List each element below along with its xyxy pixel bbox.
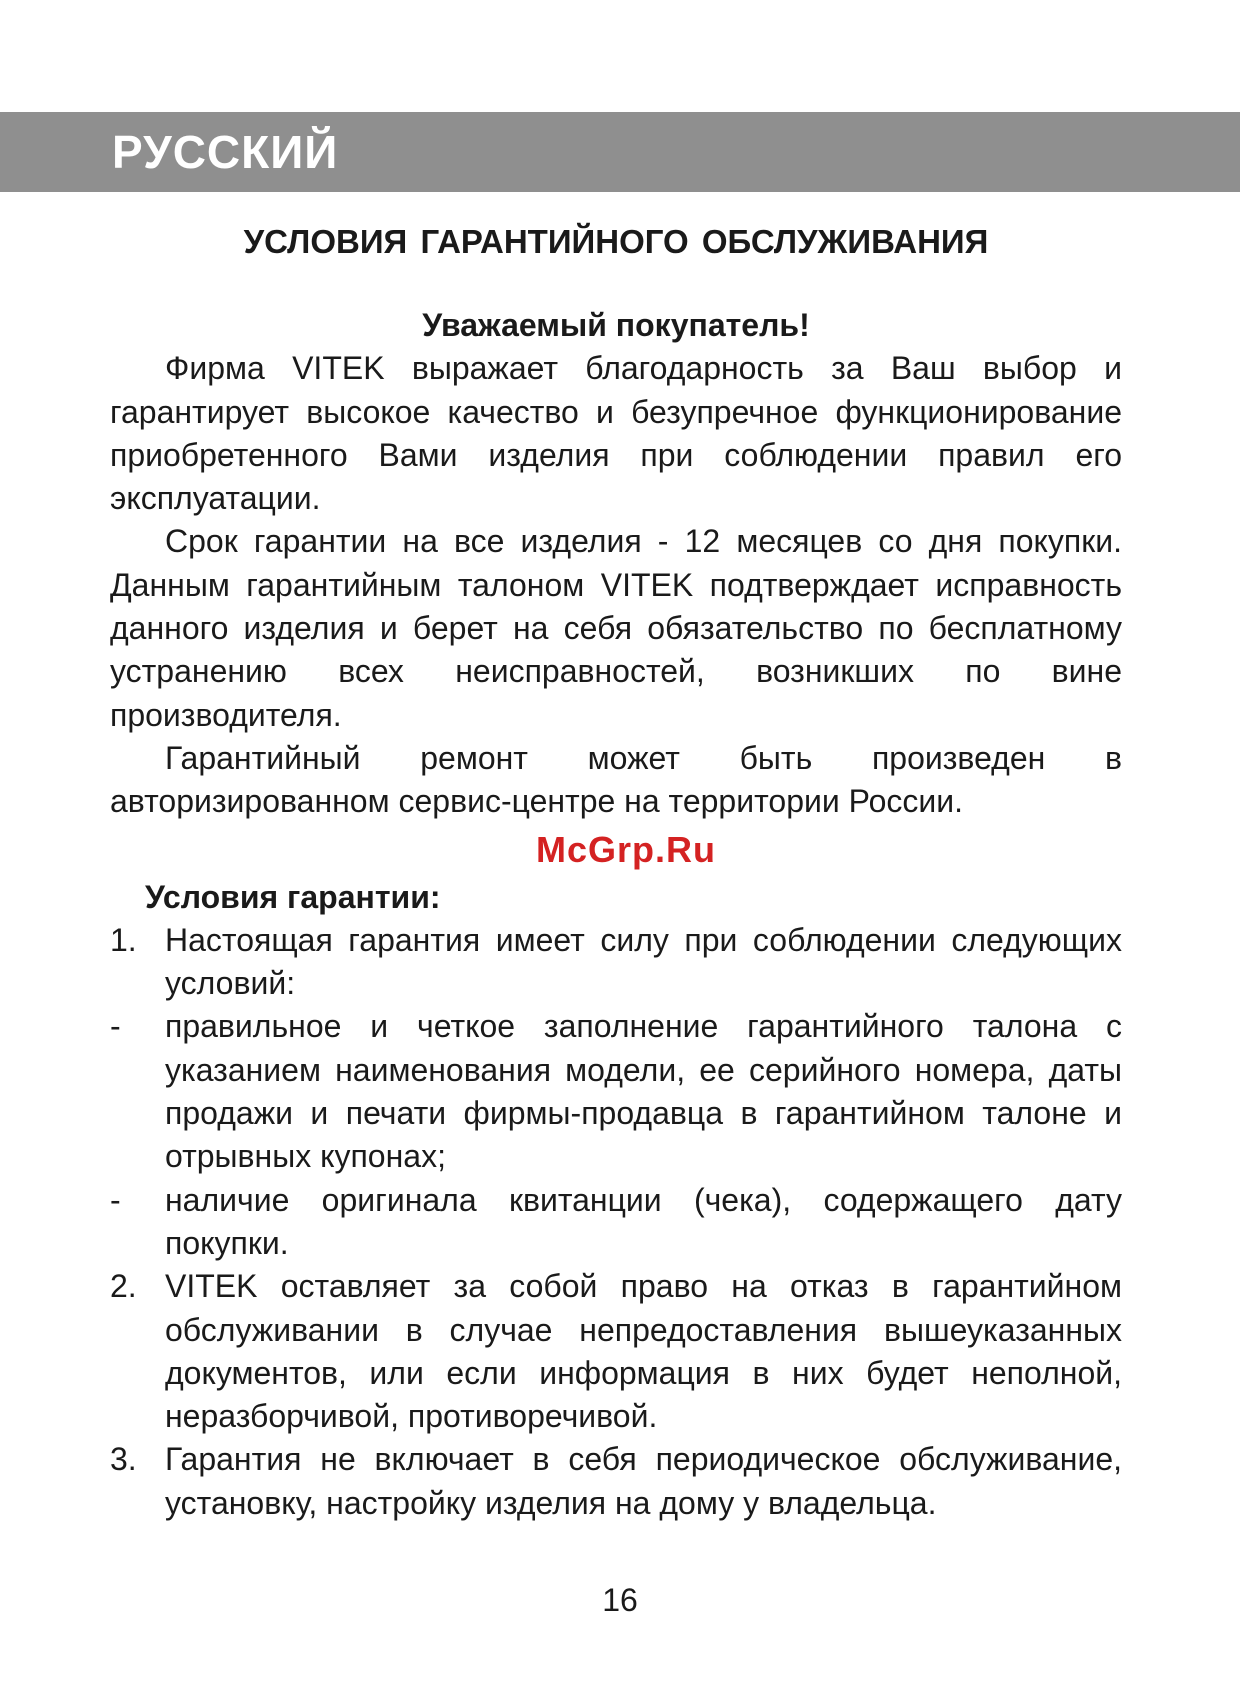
list-marker: 1. — [110, 921, 137, 958]
list-item — [110, 1179, 1122, 1266]
list-marker: 2. — [110, 1268, 137, 1305]
language-label: РУССКИЙ — [112, 126, 339, 178]
list-item — [110, 919, 1122, 1006]
list-item-text: наличие оригинала квитанции (чека), содержащего дату покупки. — [165, 1181, 1122, 1261]
list-marker: 3. — [110, 1441, 137, 1478]
watermark-logo: McGrp.Ru — [535, 828, 716, 870]
list-item-text: VITEK оставляет за собой право на отказ в гарантийном обслуживании в случае непредоставления вышеуказанных документов, или если информация в них будет неполной, неразборчивой, противоречивой. — [165, 1268, 1122, 1435]
page-number: 16 — [602, 1582, 638, 1618]
document-body — [110, 220, 1122, 1525]
document-title: УСЛОВИЯ ГАРАНТИЙНОГО ОБСЛУЖИВАНИЯ — [243, 223, 989, 260]
list-item — [110, 1438, 1122, 1525]
list-item — [110, 1005, 1122, 1178]
list-item-text: Настоящая гарантия имеет силу при соблюдении следующих условий: — [165, 921, 1122, 1002]
list-marker: - — [110, 1008, 121, 1045]
greeting: Уважаемый покупатель! — [422, 307, 810, 343]
conditions-heading: Условия гарантии: — [145, 878, 441, 915]
list-item-text: правильное и четкое заполнение гарантийного талона с указанием наименования модели, ее серийного номера, даты продажи и печати фирмы-продавца в гарантийном талоне и отрывных купонах; — [165, 1008, 1122, 1175]
list-item-text: Гарантия не включает в себя периодическое обслуживание, установку, настройку изделия на дому у владельца. — [165, 1441, 1122, 1521]
paragraph-thanks: Фирма VITEK выражает благодарность за Ваш выбор и гарантирует высокое качество и безупречное функционирование приобретенного Вами изделия при соблюдении правил его эксплуатации. — [110, 350, 1122, 517]
paragraph-repair-location: Гарантийный ремонт может быть произведен в авторизированном сервис-центре на территории России. — [110, 739, 1122, 820]
language-header-bar — [0, 112, 1240, 192]
list-marker: - — [110, 1181, 121, 1218]
list-item — [110, 1265, 1122, 1438]
paragraph-warranty-term: Срок гарантии на все изделия - 12 месяцев со дня покупки. Данным гарантийным талоном VITEK подтверждает исправность данного изделия и берет на себя обязательство по бесплатному устранению всех неисправностей, возникших по вине производителя. — [110, 523, 1122, 733]
